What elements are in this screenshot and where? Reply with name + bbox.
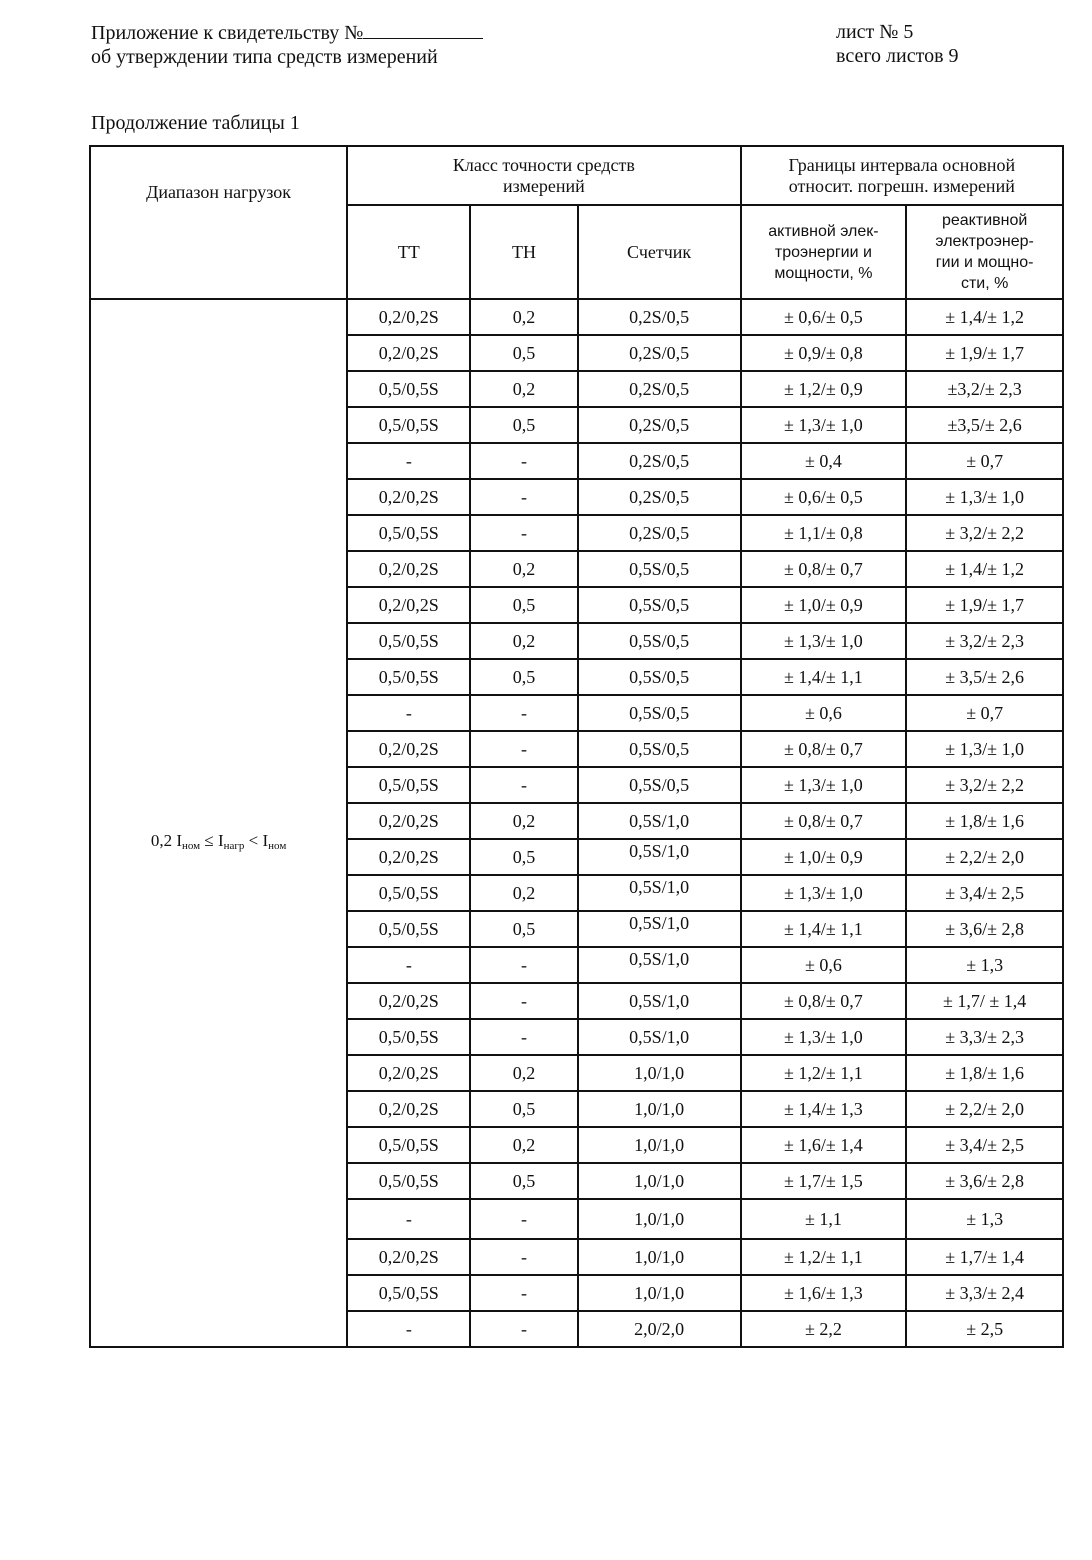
cell-tt: 0,5/0,5S (347, 767, 470, 803)
cell-tt: 0,5/0,5S (347, 1163, 470, 1199)
cell-active: ± 0,6/± 0,5 (741, 299, 907, 335)
cell-reactive: ± 2,5 (906, 1311, 1063, 1347)
cell-tt: 0,2/0,2S (347, 983, 470, 1019)
cell-tt: 0,2/0,2S (347, 587, 470, 623)
cell-reactive: ± 1,8/± 1,6 (906, 1055, 1063, 1091)
cell-active: ± 0,8/± 0,7 (741, 803, 907, 839)
cell-tt: 0,5/0,5S (347, 875, 470, 911)
type-approval-line: об утверждении типа средств измерений (91, 46, 438, 68)
certificate-number-blank (363, 20, 483, 39)
cell-tt: 0,5/0,5S (347, 623, 470, 659)
certificate-appendix-line: Приложение к свидетельству № (91, 20, 483, 45)
cell-meter: 0,5S/0,5 (578, 551, 741, 587)
cell-reactive: ± 3,3/± 2,3 (906, 1019, 1063, 1055)
cell-tn: - (470, 1311, 577, 1347)
cell-reactive: ± 2,2/± 2,0 (906, 1091, 1063, 1127)
cell-active: ± 0,9/± 0,8 (741, 335, 907, 371)
cell-tt: 0,5/0,5S (347, 659, 470, 695)
cell-tt: 0,2/0,2S (347, 839, 470, 875)
cell-tn: 0,5 (470, 659, 577, 695)
cell-reactive: ± 0,7 (906, 695, 1063, 731)
cell-reactive: ± 1,7/ ± 1,4 (906, 983, 1063, 1019)
cell-tn: - (470, 443, 577, 479)
cell-meter: 0,2S/0,5 (578, 299, 741, 335)
cell-meter: 1,0/1,0 (578, 1055, 741, 1091)
cell-meter: 0,5S/0,5 (578, 659, 741, 695)
cell-active: ± 0,4 (741, 443, 907, 479)
cell-reactive: ±3,5/± 2,6 (906, 407, 1063, 443)
accuracy-table (89, 145, 1064, 1348)
cell-meter: 0,5S/1,0 (578, 1019, 741, 1055)
cell-active: ± 1,4/± 1,1 (741, 659, 907, 695)
cell-tn: - (470, 515, 577, 551)
cell-tt: 0,2/0,2S (347, 803, 470, 839)
cell-meter: 0,5S/0,5 (578, 587, 741, 623)
header-active-energy: активной элек-троэнергии и мощности, % (741, 205, 907, 299)
cell-tn: 0,5 (470, 839, 577, 875)
document-header-left (91, 20, 483, 69)
cell-tn: 0,2 (470, 623, 577, 659)
cell-active: ± 0,6 (741, 947, 907, 983)
cell-tn: - (470, 1199, 577, 1239)
cell-tt: 0,2/0,2S (347, 299, 470, 335)
cell-meter: 0,5S/0,5 (578, 731, 741, 767)
cell-tn: - (470, 1275, 577, 1311)
cell-tn: 0,2 (470, 803, 577, 839)
cell-meter: 0,5S/0,5 (578, 695, 741, 731)
cell-tt: - (347, 947, 470, 983)
cell-tn: - (470, 983, 577, 1019)
cell-tn: - (470, 1019, 577, 1055)
header-meter: Счетчик (578, 205, 741, 299)
cell-reactive: ± 1,8/± 1,6 (906, 803, 1063, 839)
cell-active: ± 0,6/± 0,5 (741, 479, 907, 515)
cell-active: ± 1,3/± 1,0 (741, 623, 907, 659)
cell-active: ± 1,7/± 1,5 (741, 1163, 907, 1199)
cell-tn: 0,5 (470, 587, 577, 623)
cell-tn: 0,2 (470, 299, 577, 335)
cell-tt: 0,5/0,5S (347, 911, 470, 947)
cell-reactive: ± 1,3 (906, 1199, 1063, 1239)
cell-active: ± 1,1/± 0,8 (741, 515, 907, 551)
cell-tn: 0,5 (470, 1091, 577, 1127)
cell-reactive: ± 3,4/± 2,5 (906, 1127, 1063, 1163)
cell-reactive: ± 1,9/± 1,7 (906, 335, 1063, 371)
cell-meter: 0,5S/1,0 (578, 803, 741, 839)
cell-active: ± 1,6/± 1,3 (741, 1275, 907, 1311)
cell-tn: - (470, 695, 577, 731)
cell-meter: 1,0/1,0 (578, 1239, 741, 1275)
cell-tn: - (470, 947, 577, 983)
cell-meter: 0,2S/0,5 (578, 371, 741, 407)
cell-reactive: ± 3,2/± 2,2 (906, 767, 1063, 803)
cell-active: ± 1,1 (741, 1199, 907, 1239)
cell-tt: 0,2/0,2S (347, 1239, 470, 1275)
cell-active: ± 1,4/± 1,3 (741, 1091, 907, 1127)
cell-meter: 0,5S/1,0 (578, 839, 741, 875)
cell-tt: 0,5/0,5S (347, 1019, 470, 1055)
cell-reactive: ± 1,4/± 1,2 (906, 551, 1063, 587)
cell-active: ± 0,8/± 0,7 (741, 983, 907, 1019)
cell-meter: 1,0/1,0 (578, 1091, 741, 1127)
cell-tt: - (347, 443, 470, 479)
cell-meter: 0,5S/1,0 (578, 947, 741, 983)
cell-tn: 0,5 (470, 1163, 577, 1199)
cell-meter: 1,0/1,0 (578, 1275, 741, 1311)
cell-active: ± 1,3/± 1,0 (741, 407, 907, 443)
cell-tn: - (470, 731, 577, 767)
cell-meter: 1,0/1,0 (578, 1163, 741, 1199)
header-tt: ТТ (347, 205, 470, 299)
cell-tt: 0,5/0,5S (347, 1275, 470, 1311)
cell-tn: - (470, 479, 577, 515)
cell-meter: 1,0/1,0 (578, 1127, 741, 1163)
cell-tt: - (347, 1199, 470, 1239)
header-error-bounds: Границы интервала основной относит. погрешн. измерений (741, 146, 1063, 205)
cell-reactive: ± 1,9/± 1,7 (906, 587, 1063, 623)
cell-tt: 0,2/0,2S (347, 551, 470, 587)
cell-tt: 0,2/0,2S (347, 1055, 470, 1091)
cell-reactive: ± 0,7 (906, 443, 1063, 479)
cell-meter: 0,5S/0,5 (578, 767, 741, 803)
cell-meter: 0,2S/0,5 (578, 443, 741, 479)
cell-tn: 0,5 (470, 335, 577, 371)
cell-reactive: ± 3,2/± 2,3 (906, 623, 1063, 659)
cell-reactive: ± 1,3/± 1,0 (906, 479, 1063, 515)
cell-active: ± 1,0/± 0,9 (741, 839, 907, 875)
header-tn: ТН (470, 205, 577, 299)
cell-tn: - (470, 767, 577, 803)
cell-active: ± 1,6/± 1,4 (741, 1127, 907, 1163)
cell-tn: 0,2 (470, 1127, 577, 1163)
cell-meter: 0,5S/1,0 (578, 983, 741, 1019)
cell-active: ± 1,2/± 1,1 (741, 1055, 907, 1091)
cell-tt: - (347, 695, 470, 731)
cell-tt: 0,5/0,5S (347, 1127, 470, 1163)
cell-meter: 0,2S/0,5 (578, 407, 741, 443)
cell-reactive: ± 3,6/± 2,8 (906, 1163, 1063, 1199)
cell-reactive: ± 3,4/± 2,5 (906, 875, 1063, 911)
document-header-right (836, 20, 959, 68)
cell-reactive: ± 2,2/± 2,0 (906, 839, 1063, 875)
cell-tt: 0,2/0,2S (347, 731, 470, 767)
cell-reactive: ± 1,3 (906, 947, 1063, 983)
cell-reactive: ± 1,7/± 1,4 (906, 1239, 1063, 1275)
cell-tt: 0,5/0,5S (347, 407, 470, 443)
total-sheets: всего листов 9 (836, 45, 959, 67)
cell-meter: 0,5S/0,5 (578, 623, 741, 659)
cell-tt: 0,5/0,5S (347, 371, 470, 407)
header-reactive-energy: реактивной электроэнер-гии и мощно-сти, % (906, 205, 1063, 299)
cell-reactive: ± 1,4/± 1,2 (906, 299, 1063, 335)
header-accuracy-class: Класс точности средств измерений (347, 146, 740, 205)
cell-reactive: ± 3,5/± 2,6 (906, 659, 1063, 695)
cell-active: ± 1,2/± 0,9 (741, 371, 907, 407)
cell-tn: 0,2 (470, 371, 577, 407)
cell-tn: - (470, 1239, 577, 1275)
cell-tt: 0,2/0,2S (347, 1091, 470, 1127)
cell-tt: 0,2/0,2S (347, 335, 470, 371)
cell-tn: 0,2 (470, 1055, 577, 1091)
cell-tn: 0,2 (470, 875, 577, 911)
cell-meter: 0,5S/1,0 (578, 911, 741, 947)
cell-tn: 0,5 (470, 911, 577, 947)
cell-tt: 0,5/0,5S (347, 515, 470, 551)
cell-active: ± 1,0/± 0,9 (741, 587, 907, 623)
cell-active: ± 0,8/± 0,7 (741, 551, 907, 587)
cell-reactive: ± 3,3/± 2,4 (906, 1275, 1063, 1311)
table-caption: Продолжение таблицы 1 (91, 112, 300, 134)
cell-tn: 0,2 (470, 551, 577, 587)
cell-active: ± 1,3/± 1,0 (741, 767, 907, 803)
cell-meter: 0,2S/0,5 (578, 335, 741, 371)
header-load-range: Диапазон нагрузок (90, 146, 347, 299)
cell-reactive: ± 3,6/± 2,8 (906, 911, 1063, 947)
cell-meter: 0,2S/0,5 (578, 515, 741, 551)
cell-active: ± 1,2/± 1,1 (741, 1239, 907, 1275)
table-body (90, 299, 1063, 1347)
cell-active: ± 0,8/± 0,7 (741, 731, 907, 767)
cell-meter: 1,0/1,0 (578, 1199, 741, 1239)
cell-active: ± 0,6 (741, 695, 907, 731)
cell-meter: 0,5S/1,0 (578, 875, 741, 911)
cell-active: ± 2,2 (741, 1311, 907, 1347)
table-row (90, 299, 1063, 335)
cell-tn: 0,5 (470, 407, 577, 443)
load-range-cell: 0,2 $I_{ном} \le I_{нагр} < I_{ном}$ (90, 299, 347, 1347)
cell-active: ± 1,4/± 1,1 (741, 911, 907, 947)
cell-tt: 0,2/0,2S (347, 479, 470, 515)
cell-meter: 2,0/2,0 (578, 1311, 741, 1347)
cell-reactive: ± 3,2/± 2,2 (906, 515, 1063, 551)
cell-active: ± 1,3/± 1,0 (741, 1019, 907, 1055)
cell-reactive: ± 1,3/± 1,0 (906, 731, 1063, 767)
cell-tt: - (347, 1311, 470, 1347)
sheet-number: лист № 5 (836, 21, 914, 43)
cell-active: ± 1,3/± 1,0 (741, 875, 907, 911)
cell-meter: 0,2S/0,5 (578, 479, 741, 515)
cell-reactive: ±3,2/± 2,3 (906, 371, 1063, 407)
